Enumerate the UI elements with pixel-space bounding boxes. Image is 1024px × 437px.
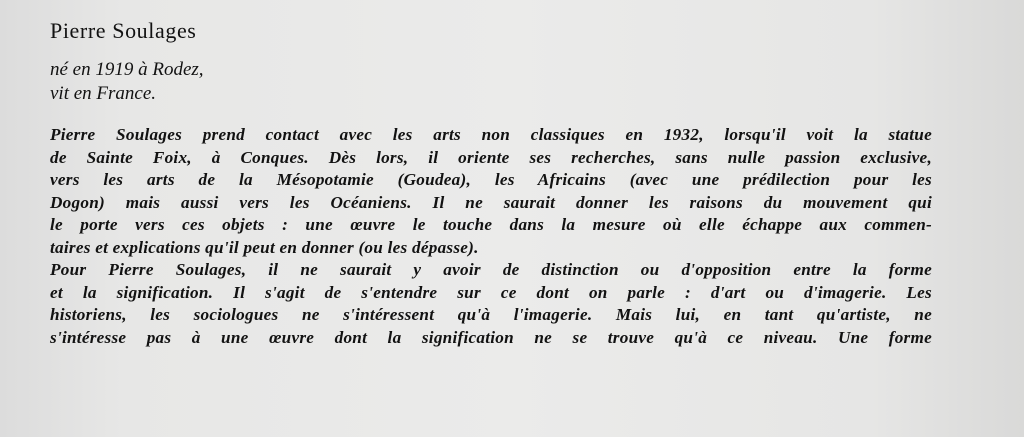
artist-name-heading: Pierre Soulages [50, 18, 197, 43]
birth-line: né en 1919 à Rodez, [50, 59, 204, 80]
body-line: s'intéresse pas à une œuvre dont la signification ne se trouve qu'à ce niveau. Une forme [50, 327, 932, 347]
body-paragraphs [50, 124, 932, 349]
body-line: vers les arts de la Mésopotamie (Goudea), les Africains (avec une prédilection pour les [50, 170, 932, 189]
residence-line: vit en France. [50, 83, 157, 104]
body-line: de Sainte Foix, à Conques. Dès lors, il oriente ses recherches, sans nulle passion exclusive, [50, 147, 932, 167]
body-line: Pour Pierre Soulages, il ne saurait y avoir de distinction ou d'opposition entre la forme [50, 260, 932, 279]
body-line: Dogon) mais aussi vers les Océaniens. Il ne saurait donner les raisons du mouvement qui [50, 192, 932, 212]
body-line: Pierre Soulages prend contact avec les arts non classiques en 1932, lorsqu'il voit la statue [50, 125, 932, 144]
artist-biographical-info [50, 58, 204, 106]
body-line: et la signification. Il s'agit de s'entendre sur ce dont on parle : d'art ou d'imagerie. Les [50, 282, 932, 302]
body-line: taires et explications qu'il peut en donner (ou les dépasse). [50, 237, 479, 257]
body-line: historiens, les sociologues ne s'intéressent qu'à l'imagerie. Mais lui, en tant qu'artiste, ne [50, 305, 932, 324]
body-line: le porte vers ces objets : une œuvre le touche dans la mesure où elle échappe aux commen- [50, 215, 932, 234]
